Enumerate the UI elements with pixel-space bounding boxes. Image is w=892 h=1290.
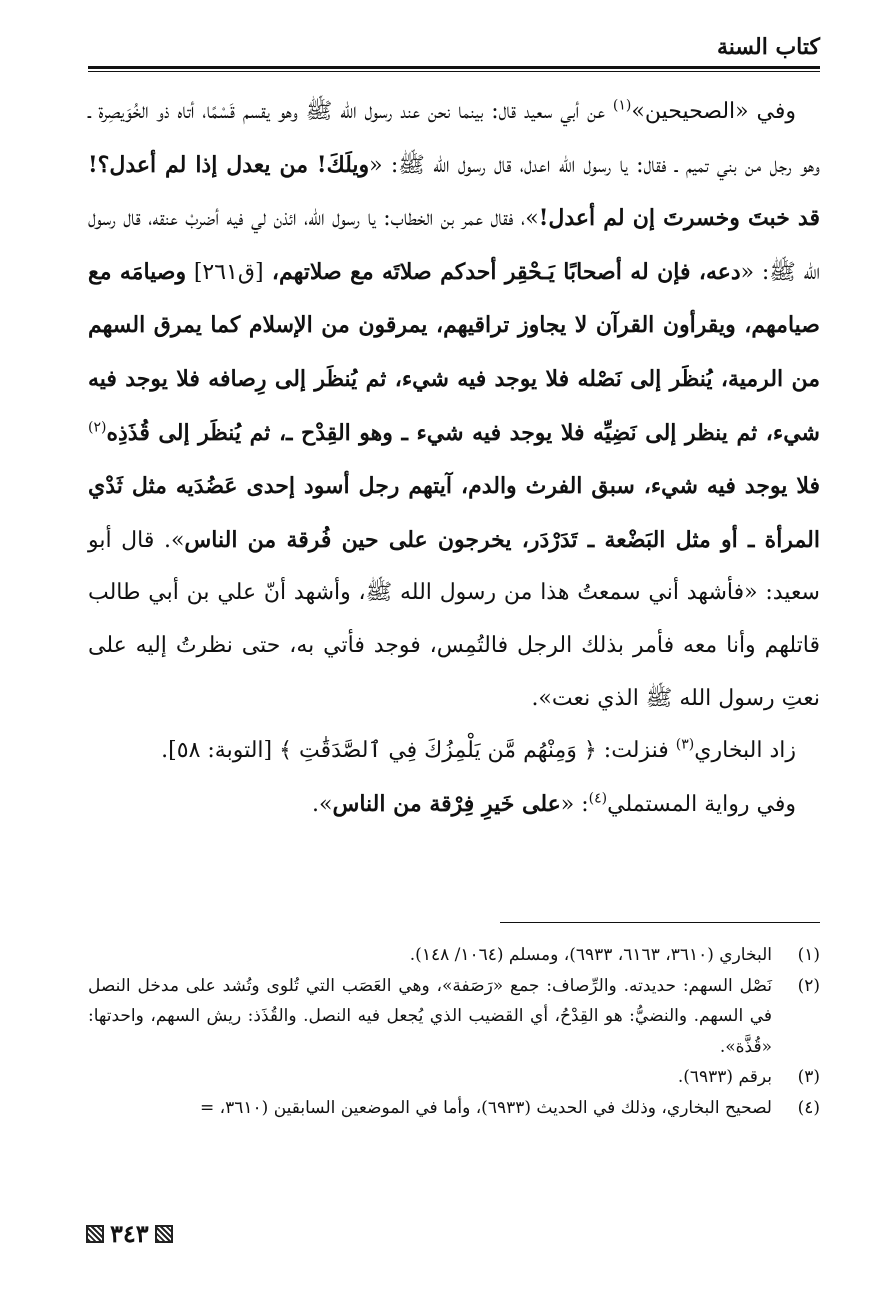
text-run: : « <box>560 791 589 817</box>
footnote-marker: (٣) <box>675 736 695 753</box>
paragraph <box>88 725 820 778</box>
hadith-text: دعه، فإن له أصحابًا يَـحْقِر أحدكم صلاتَه مع صلاتهم، <box>263 258 741 285</box>
footnote-number: (١) <box>797 945 820 965</box>
footnote-separator <box>500 922 820 923</box>
footnote-number: (٤) <box>797 1097 820 1118</box>
hadith-text: وصيامَه مع صيامهم، ويقرأون القرآن لا يجاوز تراقيهم، يمرقون من الإسلام كما يمرق السهم من الرمية، يُنظَر إلى نَصْله فلا يوجد فيه شيء، ثم يُنظَر إلى رِصافه فلا يوجد فيه شيء، ثم ينظر إلى نَضِيِّه فلا يوجد فيه شيء ـ وهو القِدْح ـ، ثم يُنظَر إلى قُذَذِه <box>88 258 820 446</box>
page-footer <box>86 1219 173 1248</box>
footnote-text: نَصْل السهم: حديدته. والرِّصاف: جمع «رَصَفة»، وهي العَصَب التي تُلوى وتُشد على مدخل النصل في السهم. والنضيُّ: هو القِدْحُ، أي القضيب الذي يُجعل فيه النصل. والقُذَذ: ريش السهم، واحدتها: «قُذَّة». <box>88 975 772 1057</box>
footnote <box>88 1062 820 1093</box>
text-run: زاد البخاري <box>694 738 796 764</box>
footnote <box>88 940 820 971</box>
text-run: [ق٢٦١] <box>186 259 264 285</box>
footnote-text: البخاري (٣٦١٠، ٦١٦٣، ٦٩٣٣)، ومسلم (١٠٦٤/ ١٤٨). <box>409 945 772 965</box>
paragraph <box>88 86 820 725</box>
footnote-marker: (٤) <box>588 790 608 807</box>
footnote-text: لصحيح البخاري، وذلك في الحديث (٦٩٣٣)، وأما في الموضعين السابقين (٣٦١٠، = <box>199 1097 772 1118</box>
paragraph <box>88 778 820 832</box>
footnotes <box>88 940 820 1123</box>
text-run: وفي «الصحيحين» <box>631 99 796 124</box>
page-number: ٣٤٣ <box>110 1219 149 1248</box>
ornament-icon <box>155 1225 173 1243</box>
footnote-text: برقم (٦٩٣٣). <box>677 1067 772 1087</box>
header-rule-thin <box>88 71 820 72</box>
text-run: عن أبي سعيد قال: بينما نحن عند رسول الله ﷺ وهو يقسم قَسْمًا، أتاه ذو الخُوَيصِرة ـ وهو رجل من بني تميم ـ فقال: يا رسول الله اعدل، قال رسول الله ﷺ: « <box>88 99 821 178</box>
text-run: ». <box>312 791 333 817</box>
footnote-number: (٢) <box>797 975 820 996</box>
main-text <box>88 86 820 831</box>
ornament-icon <box>86 1225 104 1243</box>
footnote-marker: (٢) <box>88 419 107 436</box>
hadith-text: فلا يوجد فيه شيء، سبق الفرث والدم، آيتهم رجل أسود إحدى عَضُدَيه مثل ثَدْي المرأة ـ أو مثل البَضْعة ـ تَدَرْدَر، يخرجون على حين فُرقة من الناس <box>88 473 820 553</box>
footnote <box>88 971 820 1063</box>
text-run: وفي رواية المستملي <box>607 791 796 817</box>
hadith-text: ويلَكَ! من يعدل إذا لم أعدل؟! قد خبتَ وخسرتَ إن لم أعدل! <box>88 151 820 232</box>
footnote-number: (٣) <box>797 1067 820 1087</box>
text-run: فنزلت: ﴿ وَمِنْهُم مَّن يَلْمِزُكَ فِي ٱلصَّدَقَٰتِ ﴾ [التوبة: ٥٨]. <box>161 738 676 764</box>
header-rule <box>88 66 820 69</box>
footnote-marker: (١) <box>612 97 632 114</box>
text-run: »، فقال عمر بن الخطاب: يا رسول الله، ائذن لي فيه أضربْ عنقه، قال رسول الله ﷺ: « <box>88 206 820 285</box>
footnote <box>88 1093 820 1124</box>
hadith-text: على خَيرِ فِرْقة من الناس <box>332 790 561 817</box>
running-title: كتاب السنة <box>716 34 820 60</box>
text-run: ». قال أبو سعيد: «فأشهد أني سمعتُ هذا من رسول الله ﷺ، وأشهد أنّ علي بن أبي طالب قاتلهم وأنا معه فأمر بذلك الرجل فالتُمِس، فوجد فأتي به، حتى نظرتُ إليه على نعتِ رسول الله ﷺ الذي نعت». <box>88 527 821 711</box>
